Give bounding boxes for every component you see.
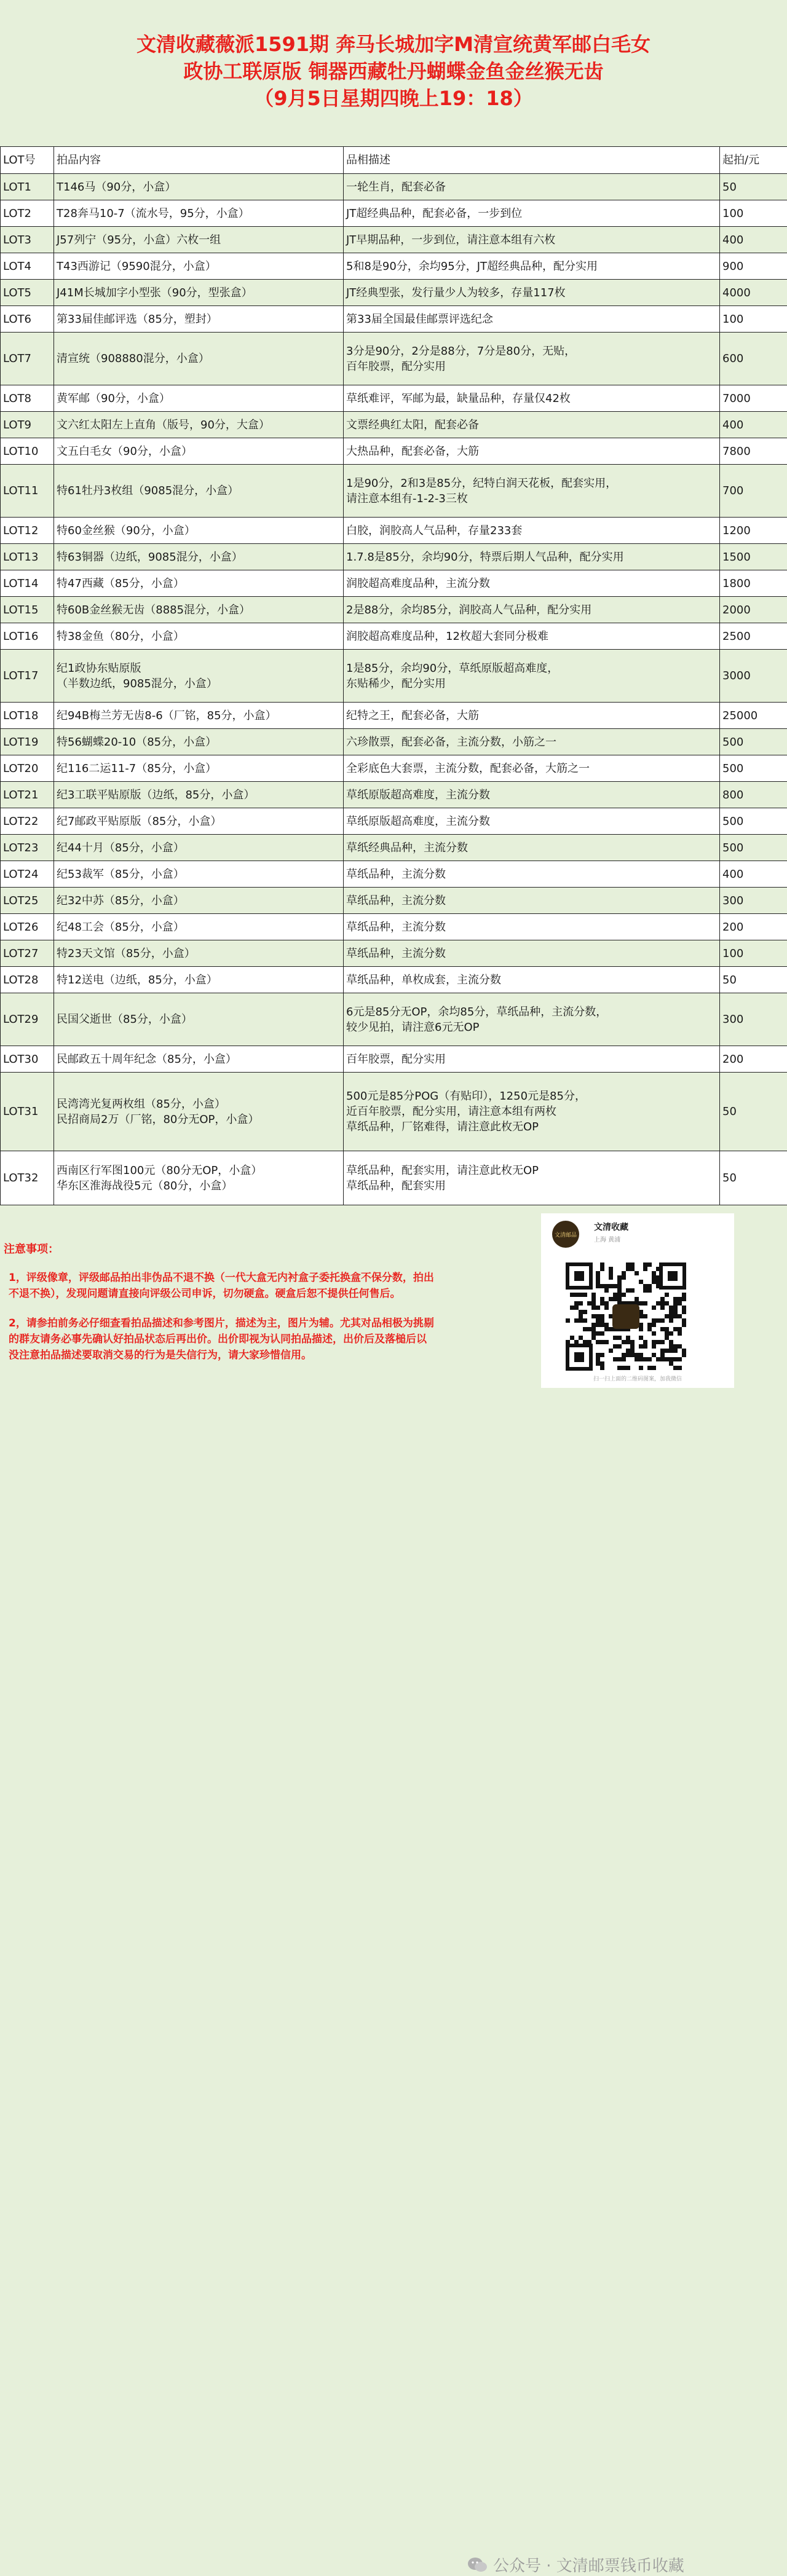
lot-start-price: 300 (720, 993, 787, 1046)
lot-description (344, 623, 720, 650)
lot-description (344, 333, 720, 385)
lot-description-line: 草纸品种，单枚成套，主流分数 (346, 972, 717, 988)
lot-description-line: 大热品种，配套必备，大筋 (346, 444, 717, 459)
qr-scan-hint: 扫一扫上面的二维码图案，加我微信 (541, 1374, 734, 1382)
note-2 (9, 1315, 513, 1363)
lot-number: LOT28 (1, 967, 54, 993)
lot-table-body (1, 174, 787, 1205)
lot-start-price: 7000 (720, 385, 787, 412)
lot-content-line: 特56蝴蝶20-10（85分，小盒） (57, 735, 341, 750)
lot-description (344, 518, 720, 544)
lot-start-price: 200 (720, 1046, 787, 1073)
lot-content-line: 第33届佳邮评选（85分，塑封） (57, 312, 341, 327)
lot-content (54, 253, 344, 280)
lot-start-price: 100 (720, 940, 787, 967)
lot-content-line: 民湾湾光复两枚组（85分，小盒） (57, 1097, 341, 1112)
lot-description (344, 888, 720, 914)
lot-description-line: 1是85分，余均90分，草纸原版超高难度， (346, 661, 717, 676)
lot-number: LOT29 (1, 993, 54, 1046)
lot-description (344, 1046, 720, 1073)
lot-description (344, 703, 720, 729)
lot-content (54, 1073, 344, 1151)
title-line-3: （9月5日星期四晚上19：18） (0, 85, 787, 112)
lot-description-line: 纪特之王，配套必备，大筋 (346, 708, 717, 723)
header-content: 拍品内容 (54, 147, 344, 174)
lot-description-line: JT经典型张，发行量少人为较多，存量117枚 (346, 285, 717, 301)
lot-content-line: 特38金鱼（80分，小盒） (57, 629, 341, 644)
table-row (1, 438, 787, 465)
lot-number: LOT2 (1, 200, 54, 227)
lot-content-line: 特63铜器（边纸，9085混分，小盒） (57, 549, 341, 565)
lot-number: LOT4 (1, 253, 54, 280)
lot-start-price: 800 (720, 782, 787, 808)
lot-description-line: 2是88分，余均85分，润胶高人气品种，配分实用 (346, 602, 717, 618)
header-lot: LOT号 (1, 147, 54, 174)
lot-start-price: 500 (720, 808, 787, 835)
table-row (1, 782, 787, 808)
lot-start-price: 50 (720, 174, 787, 200)
lot-start-price: 2500 (720, 623, 787, 650)
lot-number: LOT7 (1, 333, 54, 385)
lot-start-price: 100 (720, 200, 787, 227)
table-row (1, 465, 787, 518)
lot-description-line: JT超经典品种，配套必备，一步到位 (346, 206, 717, 221)
lot-content (54, 412, 344, 438)
table-row (1, 544, 787, 570)
note-2-line: 2，请参拍前务必仔细查看拍品描述和参考图片，描述为主，图片为辅。尤其对品相极为挑剔 (9, 1315, 513, 1331)
lot-description (344, 570, 720, 597)
lot-content-line: 特23天文馆（85分，小盒） (57, 946, 341, 961)
lot-content-line: 民招商局2万（厂铭，80分无OP，小盒） (57, 1112, 341, 1127)
lot-description-line: 东贴稀少，配分实用 (346, 676, 717, 691)
lot-start-price: 50 (720, 967, 787, 993)
lot-description-line: 6元是85分无OP，余均85分，草纸品种，主流分数， (346, 1004, 717, 1020)
lot-content (54, 967, 344, 993)
lot-description-line: 草纸难评，军邮为最，缺量品种，存量仅42枚 (346, 391, 717, 406)
lot-content-line: 纪48工会（85分，小盒） (57, 920, 341, 935)
lot-number: LOT13 (1, 544, 54, 570)
lot-content-line: 民邮政五十周年纪念（85分，小盒） (57, 1052, 341, 1067)
lot-content (54, 914, 344, 940)
lot-content (54, 518, 344, 544)
lot-start-price: 1200 (720, 518, 787, 544)
lot-content (54, 280, 344, 306)
lot-content-line: 黄军邮（90分，小盒） (57, 391, 341, 406)
lot-content (54, 174, 344, 200)
lot-description-line: 1是90分，2和3是85分，纪特白润天花板，配套实用， (346, 476, 717, 491)
table-row (1, 914, 787, 940)
lot-number: LOT12 (1, 518, 54, 544)
lot-content (54, 438, 344, 465)
lot-content-line: 特61牡丹3枚组（9085混分，小盒） (57, 483, 341, 498)
lot-description (344, 808, 720, 835)
table-row (1, 333, 787, 385)
lot-description-line: JT早期品种，一步到位，请注意本组有六枚 (346, 232, 717, 248)
table-row (1, 1151, 787, 1205)
table-row (1, 518, 787, 544)
lot-number: LOT20 (1, 755, 54, 782)
lot-description-line: 第33届全国最佳邮票评选纪念 (346, 312, 717, 327)
lot-description-line: 3分是90分，2分是88分，7分是80分，无贴， (346, 344, 717, 359)
auction-title (0, 31, 787, 112)
lot-description-line: 白胶，润胶高人气品种，存量233套 (346, 523, 717, 538)
lot-description (344, 438, 720, 465)
lot-content (54, 544, 344, 570)
lot-start-price: 400 (720, 412, 787, 438)
lot-start-price: 900 (720, 253, 787, 280)
lot-content (54, 227, 344, 253)
lot-description-line: 草纸原版超高难度，主流分数 (346, 814, 717, 829)
qr-location: 上海 黄浦 (594, 1234, 620, 1243)
lot-description (344, 544, 720, 570)
lot-content-line: 纪53裁军（85分，小盒） (57, 867, 341, 882)
table-row (1, 729, 787, 755)
note-1 (9, 1270, 513, 1302)
table-row (1, 993, 787, 1046)
lot-description-line: 百年胶票，配分实用 (346, 1052, 717, 1067)
lot-number: LOT27 (1, 940, 54, 967)
qr-code-icon (564, 1261, 687, 1372)
lot-content (54, 782, 344, 808)
lot-content (54, 1151, 344, 1205)
lot-description (344, 940, 720, 967)
lot-start-price: 25000 (720, 703, 787, 729)
lot-description-line: 草纸品种，主流分数 (346, 920, 717, 935)
lot-number: LOT26 (1, 914, 54, 940)
lot-description (344, 993, 720, 1046)
lot-start-price: 300 (720, 888, 787, 914)
lot-content-line: J57列宁（95分，小盒）六枚一组 (57, 232, 341, 248)
lot-description-line: 较少见拍，请注意6元无OP (346, 1020, 717, 1035)
header-start-price: 起拍/元 (720, 147, 787, 174)
table-row (1, 835, 787, 861)
lot-content-line: 民国父逝世（85分，小盒） (57, 1012, 341, 1027)
lot-description-line: 草纸品种，厂铭难得，请注意此枚无OP (346, 1119, 717, 1135)
lot-content (54, 333, 344, 385)
lot-start-price: 7800 (720, 438, 787, 465)
lot-description-line: 文票经典红太阳，配套必备 (346, 417, 717, 433)
lot-content (54, 623, 344, 650)
lot-start-price: 500 (720, 755, 787, 782)
lot-content-line: T43西游记（9590混分，小盒） (57, 259, 341, 274)
lot-description (344, 253, 720, 280)
note-2-line: 的群友请务必事先确认好拍品状态后再出价。出价即视为认同拍品描述，出价后及落槌后以 (9, 1331, 513, 1347)
title-line-1: 文清收藏薇派1591期 奔马长城加字M清宣统黄军邮白毛女 (0, 31, 787, 58)
wechat-qr-card (541, 1213, 734, 1388)
table-row (1, 703, 787, 729)
lot-content (54, 993, 344, 1046)
lot-content (54, 940, 344, 967)
lot-content (54, 1046, 344, 1073)
avatar: 文清邮品 (552, 1221, 579, 1248)
note-1-line: 不退不换），发现问题请直接向评级公司申诉，切勿硬盒。硬盒后恕不提供任何售后。 (9, 1286, 513, 1302)
lot-number: LOT9 (1, 412, 54, 438)
table-row (1, 200, 787, 227)
lot-description-line: 草纸品种，配套实用 (346, 1178, 717, 1194)
lot-start-price: 600 (720, 333, 787, 385)
lot-description-line: 5和8是90分，余均95分，JT超经典品种，配分实用 (346, 259, 717, 274)
lot-content-line: 特12送电（边纸，85分，小盒） (57, 972, 341, 988)
lot-start-price: 3000 (720, 650, 787, 703)
lot-description-line: 500元是85分POG（有贴印），1250元是85分， (346, 1089, 717, 1104)
lot-description (344, 412, 720, 438)
lot-description (344, 1073, 720, 1151)
lot-description-line: 草纸品种，主流分数 (346, 867, 717, 882)
lot-number: LOT24 (1, 861, 54, 888)
lot-description-line: 草纸经典品种，主流分数 (346, 840, 717, 856)
lot-description (344, 755, 720, 782)
lot-content-line: 纪3工联平贴原版（边纸，85分，小盒） (57, 787, 341, 803)
wechat-official-account-icon (467, 2556, 488, 2574)
lot-start-price: 1500 (720, 544, 787, 570)
lot-description (344, 729, 720, 755)
lot-content (54, 200, 344, 227)
lot-content (54, 808, 344, 835)
lot-description (344, 782, 720, 808)
lot-description (344, 200, 720, 227)
lot-content-line: 文五白毛女（90分，小盒） (57, 444, 341, 459)
note-1-line: 1，评级像章，评级邮品拍出非伪品不退不换（一代大盒无内衬盒子委托换盒不保分数，拍出 (9, 1270, 513, 1286)
lot-content-line: （半数边纸，9085混分，小盒） (57, 676, 341, 691)
lot-description-line: 六珍散票，配套必备，主流分数，小筋之一 (346, 735, 717, 750)
lot-number: LOT6 (1, 306, 54, 333)
lot-description-line: 1.7.8是85分，余均90分，特票后期人气品种，配分实用 (346, 549, 717, 565)
lot-description (344, 227, 720, 253)
lot-description-line: 润胶超高难度品种，主流分数 (346, 576, 717, 591)
lot-description-line: 请注意本组有-1-2-3三枚 (346, 491, 717, 506)
lot-number: LOT3 (1, 227, 54, 253)
lot-start-price: 500 (720, 729, 787, 755)
lot-content (54, 650, 344, 703)
lot-content (54, 306, 344, 333)
table-row (1, 623, 787, 650)
lot-content-line: 纪7邮政平贴原版（85分，小盒） (57, 814, 341, 829)
lot-content-line: 纪44十月（85分，小盒） (57, 840, 341, 856)
lot-description (344, 914, 720, 940)
lot-description-line: 百年胶票，配分实用 (346, 359, 717, 374)
lot-description-line: 近百年胶票，配分实用，请注意本组有两枚 (346, 1104, 717, 1119)
lot-description-line: 润胶超高难度品种，12枚超大套同分极难 (346, 629, 717, 644)
lot-start-price: 700 (720, 465, 787, 518)
lot-content-line: 纪116二运11-7（85分，小盒） (57, 761, 341, 776)
lot-description (344, 385, 720, 412)
lot-content-line: 特60B金丝猴无齿（8885混分，小盒） (57, 602, 341, 618)
table-row (1, 861, 787, 888)
lot-number: LOT11 (1, 465, 54, 518)
lot-start-price: 2000 (720, 597, 787, 623)
lot-number: LOT8 (1, 385, 54, 412)
lot-content-line: 文六红太阳左上直角（版号，90分，大盒） (57, 417, 341, 433)
lot-number: LOT14 (1, 570, 54, 597)
lot-start-price: 1800 (720, 570, 787, 597)
lot-description (344, 835, 720, 861)
lot-number: LOT17 (1, 650, 54, 703)
qr-account-name: 文清收藏 (594, 1221, 628, 1233)
lot-description (344, 465, 720, 518)
lot-start-price: 100 (720, 306, 787, 333)
lot-description (344, 280, 720, 306)
lot-content (54, 597, 344, 623)
lot-number: LOT18 (1, 703, 54, 729)
lot-description (344, 861, 720, 888)
lot-description-line: 草纸品种，配套实用，请注意此枚无OP (346, 1163, 717, 1178)
lot-content (54, 570, 344, 597)
lot-description (344, 1151, 720, 1205)
title-line-2: 政协工联原版 铜器西藏牡丹蝴蝶金鱼金丝猴无齿 (0, 58, 787, 85)
lot-content-line: 特47西藏（85分，小盒） (57, 576, 341, 591)
table-row (1, 412, 787, 438)
table-row (1, 888, 787, 914)
table-row (1, 650, 787, 703)
lot-content (54, 729, 344, 755)
table-row (1, 174, 787, 200)
table-row (1, 755, 787, 782)
lot-start-price: 400 (720, 227, 787, 253)
lot-content-line: T28奔马10-7（流水号，95分，小盒） (57, 206, 341, 221)
lot-number: LOT32 (1, 1151, 54, 1205)
table-row (1, 280, 787, 306)
lot-content-line: J41M长城加字小型张（90分，型张盒） (57, 285, 341, 301)
header-description: 品相描述 (344, 147, 720, 174)
lot-start-price: 500 (720, 835, 787, 861)
notes-section (0, 1210, 787, 1392)
table-row (1, 1046, 787, 1073)
table-row (1, 385, 787, 412)
lot-content (54, 755, 344, 782)
table-row (1, 967, 787, 993)
lot-start-price: 400 (720, 861, 787, 888)
lot-description-line: 一轮生肖，配套必备 (346, 179, 717, 195)
lot-number: LOT21 (1, 782, 54, 808)
lot-description (344, 306, 720, 333)
lot-number: LOT31 (1, 1073, 54, 1151)
note-2-line: 没注意拍品描述要取消交易的行为是失信行为，请大家珍惜信用。 (9, 1347, 513, 1363)
lot-number: LOT1 (1, 174, 54, 200)
lot-content-line: 西南区行军图100元（80分无OP，小盒） (57, 1163, 341, 1178)
lot-description-line: 草纸品种，主流分数 (346, 946, 717, 961)
table-row (1, 808, 787, 835)
notes-title: 注意事项： (4, 1240, 59, 1256)
lot-number: LOT30 (1, 1046, 54, 1073)
lot-content (54, 465, 344, 518)
lot-number: LOT5 (1, 280, 54, 306)
lot-description (344, 650, 720, 703)
lot-description (344, 967, 720, 993)
lot-number: LOT15 (1, 597, 54, 623)
watermark-text: 公众号 · 文清邮票钱币收藏 (493, 2553, 684, 2576)
lot-description (344, 174, 720, 200)
table-row (1, 306, 787, 333)
lot-number: LOT10 (1, 438, 54, 465)
lot-content-line: T146马（90分，小盒） (57, 179, 341, 195)
lot-description (344, 597, 720, 623)
table-row (1, 227, 787, 253)
lot-content-line: 华东区淮海战役5元（80分，小盒） (57, 1178, 341, 1194)
lot-content (54, 835, 344, 861)
lot-content-line: 特60金丝猴（90分，小盒） (57, 523, 341, 538)
lot-content-line: 纪94B梅兰芳无齿8-6（厂铭，85分，小盒） (57, 708, 341, 723)
lot-number: LOT19 (1, 729, 54, 755)
lot-number: LOT25 (1, 888, 54, 914)
table-row (1, 1073, 787, 1151)
table-row (1, 253, 787, 280)
lot-description-line: 草纸品种，主流分数 (346, 893, 717, 908)
lot-content (54, 385, 344, 412)
lot-table (0, 146, 787, 1205)
lot-content (54, 703, 344, 729)
lot-number: LOT16 (1, 623, 54, 650)
table-row (1, 597, 787, 623)
table-row (1, 940, 787, 967)
lot-content-line: 纪32中苏（85分，小盒） (57, 893, 341, 908)
table-row (1, 570, 787, 597)
lot-start-price: 200 (720, 914, 787, 940)
lot-start-price: 50 (720, 1151, 787, 1205)
lot-description-line: 全彩底色大套票，主流分数，配套必备，大筋之一 (346, 761, 717, 776)
lot-description-line: 草纸原版超高难度，主流分数 (346, 787, 717, 803)
lot-start-price: 50 (720, 1073, 787, 1151)
lot-content (54, 861, 344, 888)
lot-start-price: 4000 (720, 280, 787, 306)
lot-content-line: 纪1政协东贴原版 (57, 661, 341, 676)
lot-number: LOT23 (1, 835, 54, 861)
lot-number: LOT22 (1, 808, 54, 835)
lot-content (54, 888, 344, 914)
watermark (467, 2553, 684, 2576)
lot-content-line: 清宣统（908880混分，小盒） (57, 351, 341, 366)
